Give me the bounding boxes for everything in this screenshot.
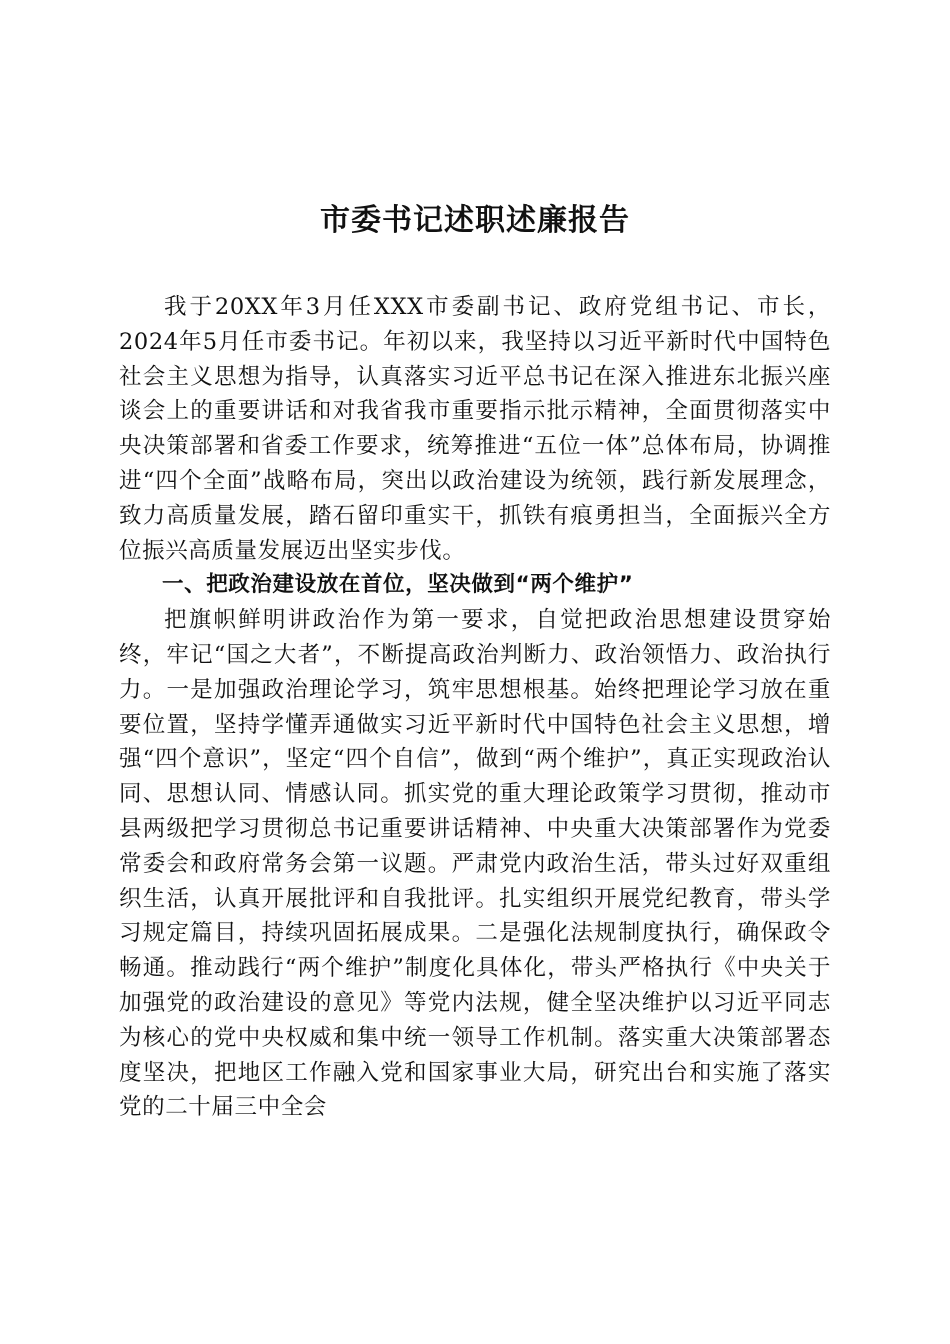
intro-paragraph: 我于20XX年3月任XXX市委副书记、政府党组书记、市长，2024年5月任市委书记。年初以来，我坚持以习近平新时代中国特色社会主义思想为指导，认真落实习近平总书记在深入推进东北振兴座谈会上的重要讲话和对我省我市重要指示批示精神，全面贯彻落实中央决策部署和省委工作要求，统筹推进“五位一体”总体布局，协调推进“四个全面”战略布局，突出以政治建设为统领，践行新发展理念，致力高质量发展，踏石留印重实干，抓铁有痕勇担当，全面振兴全方位振兴高质量发展迈出坚实步伐。 [119,294,831,564]
document-title: 市委书记述职述廉报告 [320,203,630,238]
document-body [119,290,831,1125]
section-heading: 一、把政治建设放在首位，坚决做到“两个维护” [162,572,634,598]
section-paragraph: 把旗帜鲜明讲政治作为第一要求，自觉把政治思想建设贯穿始终，牢记“国之大者”，不断提高政治判断力、政治领悟力、政治执行力。一是加强政治理论学习，筑牢思想根基。始终把理论学习放在重要位置，坚持学懂弄通做实习近平新时代中国特色社会主义思想，增强“四个意识”，坚定“四个自信”，做到“两个维护”，真正实现政治认同、思想认同、情感认同。抓实党的重大理论政策学习贯彻，推动市县两级把学习贯彻总书记重要讲话精神、中央重大决策部署作为党委常委会和政府常务会第一议题。严肃党内政治生活，带头过好双重组织生活，认真开展批评和自我批评。扎实组织开展党纪教育，带头学习规定篇目，持续巩固拓展成果。二是强化法规制度执行，确保政令畅通。推动践行“两个维护”制度化具体化，带头严格执行《中央关于加强党的政治建设的意见》等党内法规，健全坚决维护以习近平同志为核心的党中央权威和集中统一领导工作机制。落实重大决策部署态度坚决，把地区工作融入党和国家事业大局，研究出台和实施了落实党的二十届三中全会 [119,607,831,1121]
